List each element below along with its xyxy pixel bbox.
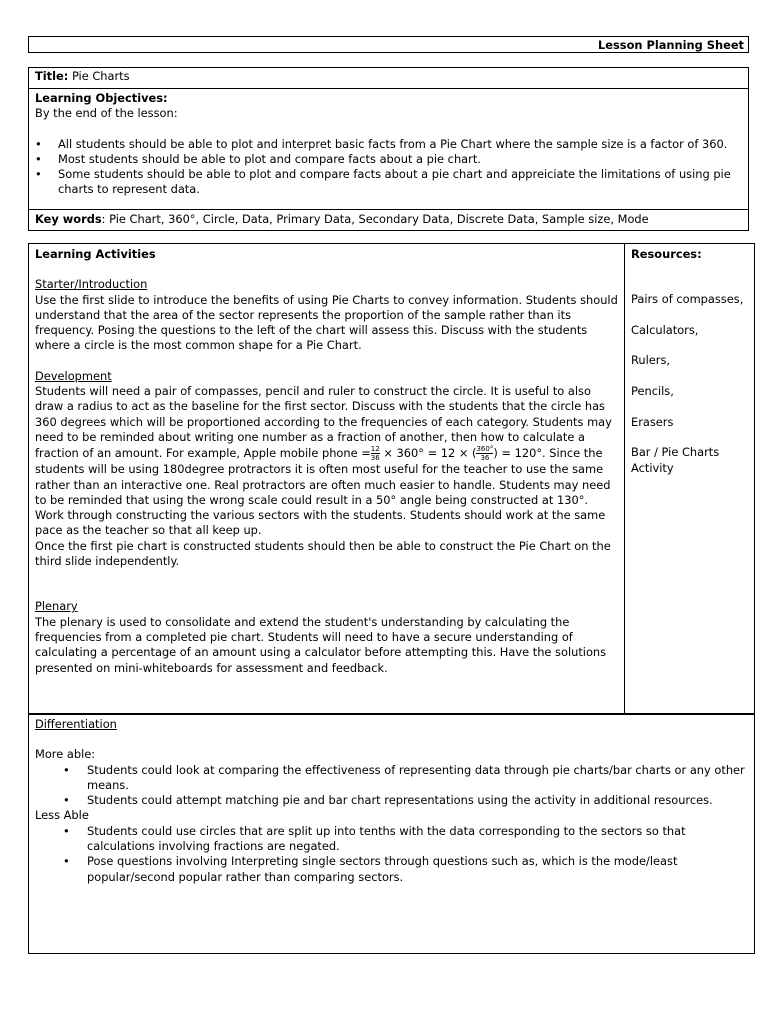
resource-item: Pencils,: [631, 384, 674, 399]
starter-text: Use the first slide to introduce the benefits of using Pie Charts to convey information. Students should understand that the area of the sector represents the proportion of the sample rather than its frequency. Posing the questions to the left of the chart will assess this. Discuss with the students where a circle is the most common shape for a Pie Chart.: [35, 292, 618, 353]
header-box: [28, 36, 749, 53]
list-item: • Students could attempt matching pie and bar chart representations using the activity in additional resources.: [35, 793, 748, 808]
differentiation-heading: Differentiation: [35, 717, 117, 731]
resource-item: Pairs of compasses,: [631, 292, 744, 307]
development-text-2: Once the first pie chart is constructed students should then be able to construct the Pie Chart on the third slide independently.: [35, 538, 611, 569]
objective-item: • Most students should be able to plot and compare facts about a pie chart.: [35, 152, 742, 167]
activities-box: [28, 243, 755, 714]
objective-item: • All students should be able to plot and interpret basic facts from a Pie Chart where the sample size is a factor of 360.: [35, 137, 742, 152]
plenary-text: The plenary is used to consolidate and extend the student's understanding by calculating the frequencies from a completed pie chart. Students will need to have a secure understanding of calculating a percentage of an amount using a calculator before attempting this. Have the solutions presented on mini-whiteboards for assessment and feedback.: [35, 614, 607, 675]
resource-item: Erasers: [631, 414, 674, 429]
activities-heading: Learning Activities: [35, 247, 156, 261]
more-able-list: [35, 763, 748, 809]
title-label: Title:: [35, 69, 69, 83]
lesson-info-box: [28, 67, 749, 231]
less-able-label: Less Able: [35, 808, 89, 823]
objectives-intro: By the end of the lesson:: [35, 106, 178, 121]
lesson-title: Pie Charts: [71, 69, 130, 83]
development-heading: Development: [35, 368, 112, 383]
title-row: [29, 68, 748, 89]
resources-column: [625, 244, 754, 713]
list-item: • Students could look at comparing the effectiveness of representing data through pie charts/bar charts or any other means.: [35, 763, 748, 794]
list-item: • Pose questions involving Interpreting single sectors through questions such as, which is the mode/least popular/second popular rather than comparing sectors.: [35, 854, 748, 885]
objective-item: • Some students should be able to plot and compare facts about a pie chart and appreiciate the limitations of using pie charts to represent data.: [35, 167, 742, 198]
sheet-title: Lesson Planning Sheet: [598, 38, 744, 52]
resource-item: Rulers,: [631, 353, 671, 368]
keywords-label: Key words: [35, 212, 102, 226]
development-text: Students will need a pair of compasses, pencil and ruler to construct the circle. It is useful to also draw a radius to act as the baseline for the first sector. Discuss with the students that the circle has 360 degrees which will be proportioned according to the frequencies of each category. Students may need to be reminded about writing one number as a fraction of another, then how to calculate a fraction of an amount. For example, Apple mobile phone = $\frac{12}{36}$ × 360° = 12 × ( $\frac{360^\circ}{36}$ ) = 120°. Since the students will be using 180degree protractors it is often most useful for the teacher to use the same rather than an interactive one. Real protractors are often much easier to handle. Students may need to be reminded that using the wrong scale could result in a 50° angle being constructed at 130°. Work through constructing the various sectors with the students. Students should work at the same pace as the teacher so that all keep up.: [35, 384, 612, 538]
keywords-text: : Pie Chart, 360°, Circle, Data, Primary Data, Secondary Data, Discrete Data, Sample size, Mode: [101, 212, 649, 226]
less-able-list: [35, 824, 748, 885]
resource-item: Bar / Pie Charts Activity: [631, 445, 720, 475]
more-able-label: More able:: [35, 747, 96, 762]
objectives-row: [29, 89, 748, 210]
plenary-heading: Plenary: [35, 599, 78, 614]
fraction: $\frac{12}{36}$: [370, 445, 380, 463]
fraction: $\frac{360^\circ}{36}$: [476, 445, 494, 463]
list-item: • Students could use circles that are split up into tenths with the data corresponding to the sectors so that calculations involving fractions are negated.: [35, 824, 748, 855]
resources-heading: Resources:: [631, 247, 702, 261]
activities-column: [29, 244, 625, 713]
objectives-label: Learning Objectives:: [35, 91, 168, 105]
differentiation-box: [28, 714, 755, 954]
resource-item: Calculators,: [631, 322, 699, 337]
keywords-row: [29, 210, 748, 231]
starter-heading: Starter/Introduction: [35, 277, 148, 292]
objectives-list: [35, 137, 742, 198]
